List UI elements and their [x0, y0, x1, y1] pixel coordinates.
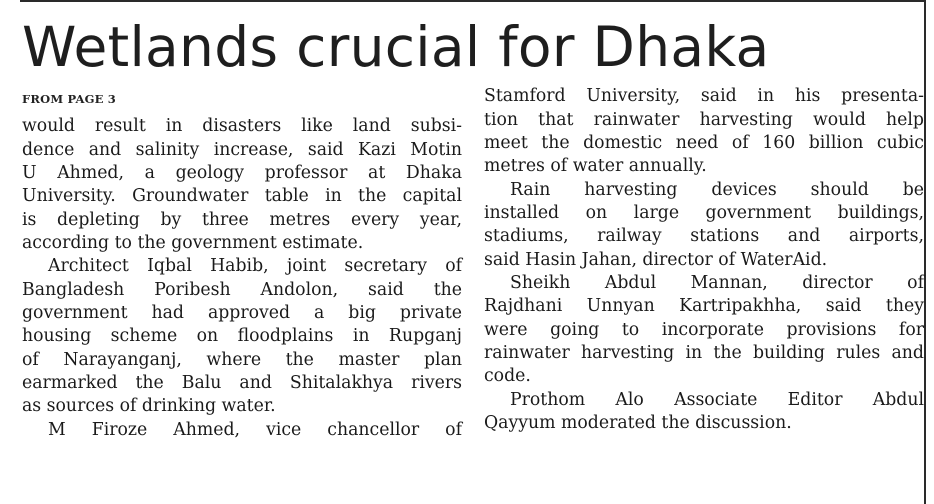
left-line-7: Architect Iqbal Habib, joint secretary of	[48, 256, 462, 276]
left-line-14: M Firoze Ahmed, vice chancellor of	[48, 420, 462, 440]
right-line-1: Stamford University, said in his presenta-	[484, 86, 924, 106]
right-line-13: code.	[484, 366, 531, 386]
right-line-9: Sheikh Abdul Mannan, director of	[510, 273, 924, 293]
headline: Wetlands crucial for Dhaka	[22, 15, 770, 79]
right-line-14: Prothom Alo Associate Editor Abdul	[510, 390, 924, 410]
right-line-12: rainwater harvesting in the building rules and	[484, 343, 924, 363]
right-border-rule	[924, 0, 926, 504]
left-line-5: is depleting by three metres every year,	[22, 210, 462, 230]
left-line-9: government had approved a big private	[22, 303, 462, 323]
right-line-2: tion that rainwater harvesting would help	[484, 110, 924, 130]
left-line-8: Bangladesh Poribesh Andolon, said the	[22, 280, 462, 300]
right-line-7: stadiums, railway stations and airports,	[484, 226, 924, 246]
right-line-3: meet the domestic need of 160 billion cubic	[484, 133, 924, 153]
right-line-4: metres of water annually.	[484, 156, 707, 176]
top-border-rule	[20, 0, 924, 2]
jump-line: FROM PAGE 3	[22, 92, 116, 106]
left-line-12: earmarked the Balu and Shitalakhya rivers	[22, 373, 462, 393]
left-line-4: University. Groundwater table in the capital	[22, 186, 462, 206]
left-line-6: according to the government estimate.	[22, 233, 364, 253]
left-line-11: of Narayanganj, where the master plan	[22, 350, 462, 370]
left-line-3: U Ahmed, a geology professor at Dhaka	[22, 163, 462, 183]
right-line-8: said Hasin Jahan, director of WaterAid.	[484, 250, 828, 270]
left-line-10: housing scheme on floodplains in Rupganj	[22, 326, 462, 346]
right-line-15: Qayyum moderated the discussion.	[484, 413, 792, 433]
right-line-10: Rajdhani Unnyan Kartripakhha, said they	[484, 296, 924, 316]
right-line-11: were going to incorporate provisions for	[484, 320, 924, 340]
left-line-13: as sources of drinking water.	[22, 396, 276, 416]
right-line-6: installed on large government buildings,	[484, 203, 924, 223]
right-line-5: Rain harvesting devices should be	[510, 180, 924, 200]
left-line-1: would result in disasters like land subsi-	[22, 116, 462, 136]
left-line-2: dence and salinity increase, said Kazi Motin	[22, 140, 462, 160]
